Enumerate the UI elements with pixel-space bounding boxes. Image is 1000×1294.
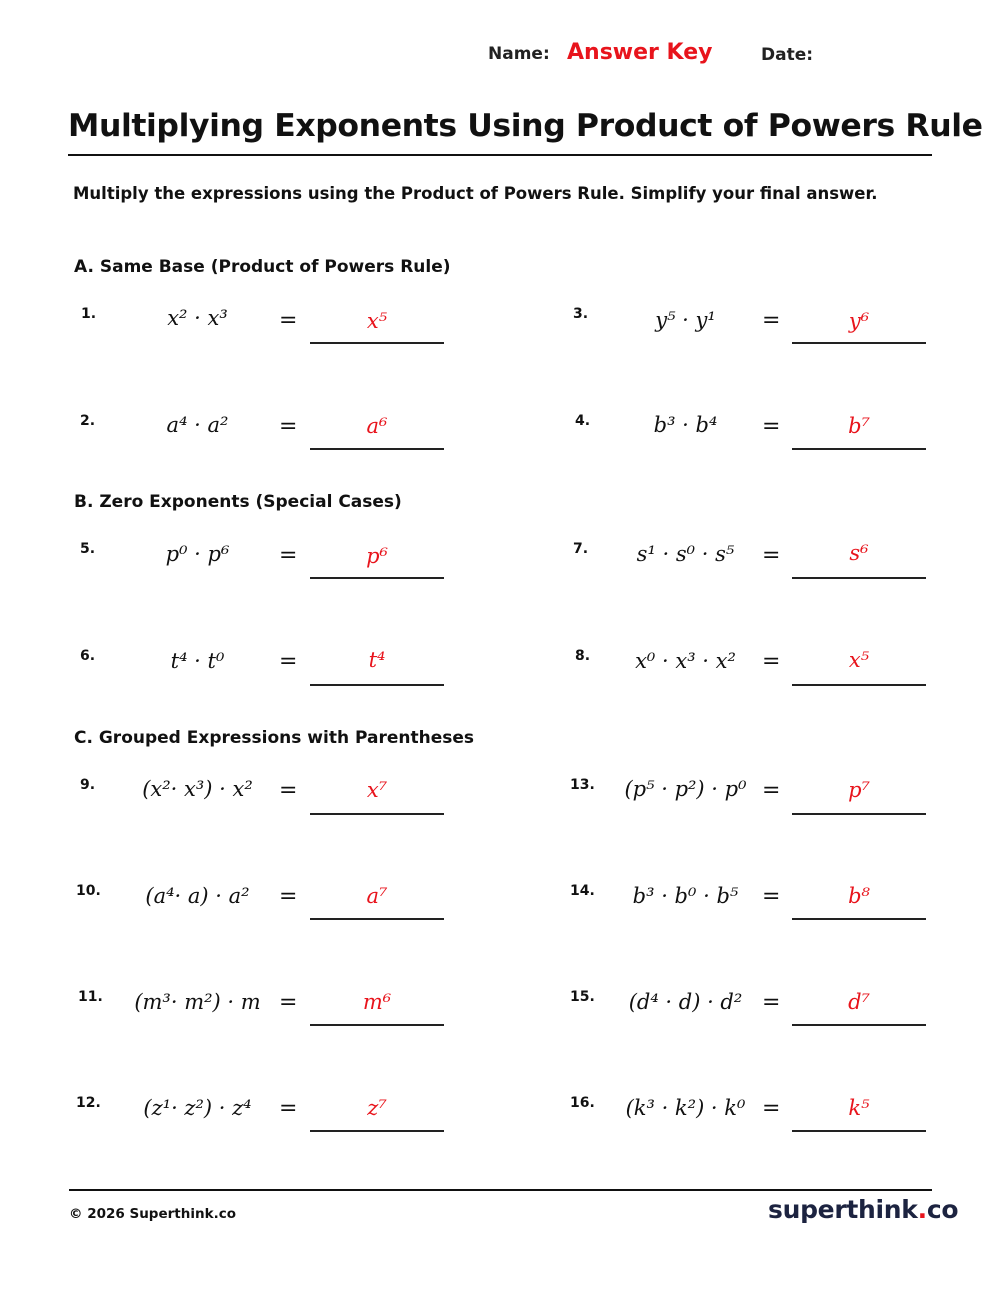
answer-line — [310, 342, 444, 344]
problem-number: 10. — [76, 883, 101, 899]
problem-number: 11. — [78, 989, 103, 1005]
answer-line — [310, 448, 444, 450]
equals-sign: = — [762, 414, 781, 439]
problem-expression: x⁰ · x³ · x² — [635, 649, 736, 673]
footer-divider — [69, 1189, 932, 1191]
answer-line — [792, 448, 926, 450]
problem-expression: y⁵ · y¹ — [655, 308, 716, 332]
problem-number: 16. — [570, 1095, 595, 1111]
equals-sign: = — [279, 990, 298, 1015]
problem-expression: (z¹· z²) · z⁴ — [143, 1096, 252, 1120]
brand-dot: . — [917, 1195, 927, 1224]
equals-sign: = — [279, 308, 298, 333]
problem-expression: (x²· x³) · x² — [142, 777, 253, 801]
answer-value[interactable]: a⁷ — [366, 884, 388, 908]
answer-value[interactable]: d⁷ — [848, 990, 870, 1014]
equals-sign: = — [279, 414, 298, 439]
equals-sign: = — [279, 649, 298, 674]
problem-expression: x² · x³ — [167, 306, 228, 330]
answer-value[interactable]: m⁶ — [362, 990, 392, 1014]
equals-sign: = — [762, 778, 781, 803]
answer-value[interactable]: t⁴ — [368, 648, 386, 672]
answer-value[interactable]: b⁷ — [848, 414, 870, 438]
date-label: Date: — [761, 45, 814, 65]
problem-expression: (m³· m²) · m — [134, 990, 261, 1014]
answer-line — [792, 918, 926, 920]
answer-line — [310, 918, 444, 920]
section-b-heading: B. Zero Exponents (Special Cases) — [74, 492, 402, 512]
answer-line — [310, 1024, 444, 1026]
answer-line — [310, 1130, 444, 1132]
equals-sign: = — [279, 884, 298, 909]
answer-line — [792, 342, 926, 344]
brand-logo[interactable] — [768, 1195, 958, 1224]
problem-number: 5. — [80, 541, 96, 557]
answer-value[interactable]: s⁶ — [849, 541, 869, 565]
section-c-heading: C. Grouped Expressions with Parentheses — [74, 728, 474, 748]
problem-expression: (a⁴· a) · a² — [145, 884, 250, 908]
answer-value[interactable]: a⁶ — [366, 414, 388, 438]
equals-sign: = — [279, 778, 298, 803]
answer-line — [310, 684, 444, 686]
answer-value[interactable]: p⁶ — [366, 544, 388, 568]
answer-value[interactable]: z⁷ — [367, 1096, 387, 1120]
problem-expression: b³ · b⁴ — [653, 413, 718, 437]
equals-sign: = — [762, 990, 781, 1015]
problem-expression: (k³ · k²) · k⁰ — [625, 1096, 746, 1120]
problem-expression: (p⁵ · p²) · p⁰ — [624, 777, 747, 801]
answer-value[interactable]: y⁶ — [848, 309, 870, 333]
answer-value[interactable]: x⁷ — [366, 778, 388, 802]
equals-sign: = — [762, 649, 781, 674]
name-value[interactable]: Answer Key — [567, 40, 713, 65]
problem-expression: s¹ · s⁰ · s⁵ — [636, 542, 735, 566]
answer-value[interactable]: x⁵ — [848, 648, 870, 672]
page-title: Multiplying Exponents Using Product of Powers Rule — [68, 108, 983, 144]
brand-name: superthink — [768, 1195, 918, 1224]
problem-number: 7. — [573, 541, 589, 557]
problem-number: 9. — [80, 777, 96, 793]
answer-line — [792, 1130, 926, 1132]
answer-line — [792, 577, 926, 579]
answer-line — [310, 813, 444, 815]
problem-number: 1. — [81, 306, 97, 322]
answer-value[interactable]: b⁸ — [848, 884, 870, 908]
title-divider — [68, 154, 932, 156]
problem-expression: t⁴ · t⁰ — [170, 649, 225, 673]
problem-number: 13. — [570, 777, 595, 793]
problem-expression: (d⁴ · d) · d² — [628, 990, 743, 1014]
problem-expression: a⁴ · a² — [166, 413, 229, 437]
answer-line — [792, 813, 926, 815]
problem-expression: b³ · b⁰ · b⁵ — [632, 884, 739, 908]
answer-line — [792, 1024, 926, 1026]
answer-line — [310, 577, 444, 579]
equals-sign: = — [279, 543, 298, 568]
answer-value[interactable]: k⁵ — [848, 1096, 870, 1120]
problem-number: 15. — [570, 989, 595, 1005]
brand-tld: co — [926, 1195, 959, 1224]
problem-number: 14. — [570, 883, 595, 899]
name-label: Name: — [488, 44, 550, 64]
problem-number: 4. — [575, 413, 591, 429]
problem-number: 3. — [573, 306, 589, 322]
equals-sign: = — [762, 308, 781, 333]
copyright: © 2026 Superthink.co — [69, 1206, 236, 1222]
problem-expression: p⁰ · p⁶ — [165, 542, 230, 566]
section-a-heading: A. Same Base (Product of Powers Rule) — [74, 257, 451, 277]
answer-value[interactable]: p⁷ — [848, 778, 870, 802]
equals-sign: = — [762, 543, 781, 568]
answer-value[interactable]: x⁵ — [366, 309, 388, 333]
problem-number: 12. — [76, 1095, 101, 1111]
problem-number: 6. — [80, 648, 96, 664]
equals-sign: = — [762, 884, 781, 909]
answer-line — [792, 684, 926, 686]
instructions: Multiply the expressions using the Product of Powers Rule. Simplify your final answer. — [73, 184, 878, 203]
problem-number: 8. — [575, 648, 591, 664]
equals-sign: = — [279, 1096, 298, 1121]
equals-sign: = — [762, 1096, 781, 1121]
problem-number: 2. — [80, 413, 96, 429]
